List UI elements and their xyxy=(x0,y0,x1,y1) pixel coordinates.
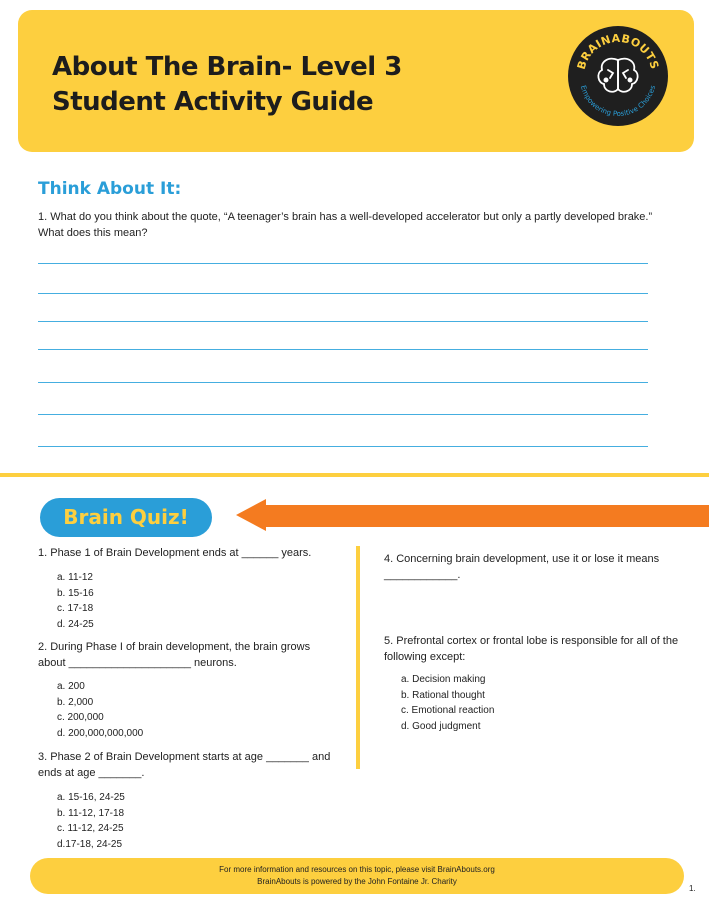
think-about-it-heading: Think About It: xyxy=(38,179,182,199)
quiz-option[interactable]: d.17-18, 24-25 xyxy=(57,838,123,850)
answer-line[interactable] xyxy=(38,349,648,350)
quiz-option[interactable]: c. Emotional reaction xyxy=(401,705,495,716)
quiz-question-4: 4. Concerning brain development, use it or lose it means ____________. xyxy=(384,553,660,581)
answer-line[interactable] xyxy=(38,382,648,383)
quiz-option[interactable]: a. 200 xyxy=(57,681,85,692)
brain-logo-icon xyxy=(568,26,668,126)
answer-line[interactable] xyxy=(38,293,648,294)
arrow-left-icon xyxy=(236,499,709,531)
column-divider xyxy=(356,546,360,769)
quiz-option[interactable]: b. 2,000 xyxy=(57,696,94,708)
quiz-question-5-options xyxy=(401,672,494,734)
quiz-option[interactable]: b. 15-16 xyxy=(57,587,94,599)
quiz-question-3: 3. Phase 2 of Brain Development starts at age _______ and ends at age _______. xyxy=(38,751,331,779)
quiz-option[interactable]: a. Decision making xyxy=(401,674,486,685)
quiz-option[interactable]: b. 11-12, 17-18 xyxy=(57,807,125,819)
logo-text-top: BRAINABOUTS xyxy=(574,31,662,71)
page-number: 1. xyxy=(689,884,696,893)
quiz-question-2-options xyxy=(57,679,143,741)
answer-line[interactable] xyxy=(38,446,648,447)
quiz-option[interactable]: d. 24-25 xyxy=(57,618,94,630)
answer-line[interactable] xyxy=(38,263,648,264)
quiz-option[interactable]: d. Good judgment xyxy=(401,720,481,732)
page-title xyxy=(52,50,402,120)
section-divider xyxy=(0,473,709,477)
quiz-option[interactable]: a. 11-12 xyxy=(57,572,93,583)
quiz-question-3-options xyxy=(57,790,125,852)
footer-line-2: BrainAbouts is powered by the John Fontaine Jr. Charity xyxy=(257,877,457,886)
quiz-question-1-options xyxy=(57,570,94,632)
quiz-question-1: 1. Phase 1 of Brain Development ends at ______ years. xyxy=(38,547,312,559)
title-line-2: Student Activity Guide xyxy=(52,87,374,117)
think-question-1: 1. What do you think about the quote, “A teenager’s brain has a well-developed accelerator but only a partly developed brake.” What does this mean? xyxy=(38,211,653,239)
quiz-question-5: 5. Prefrontal cortex or frontal lobe is responsible for all of the following except: xyxy=(384,635,679,663)
quiz-option[interactable]: c. 11-12, 24-25 xyxy=(57,823,124,834)
quiz-option[interactable]: c. 200,000 xyxy=(57,712,104,723)
logo-text-bottom: Empowering Positive Choices xyxy=(578,84,658,119)
answer-line[interactable] xyxy=(38,414,648,415)
quiz-question-2: 2. During Phase I of brain development, the brain grows about ____________________ neurons. xyxy=(38,641,311,669)
footer-line-1: For more information and resources on this topic, please visit BrainAbouts.org xyxy=(219,865,495,874)
footer-banner xyxy=(30,858,684,894)
quiz-option[interactable]: a. 15-16, 24-25 xyxy=(57,792,125,803)
quiz-option[interactable]: c. 17-18 xyxy=(57,603,94,614)
brainabouts-logo xyxy=(568,26,668,126)
title-line-1: About The Brain- Level 3 xyxy=(52,52,402,82)
quiz-option[interactable]: d. 200,000,000,000 xyxy=(57,727,144,739)
answer-line[interactable] xyxy=(38,321,648,322)
brain-quiz-heading: Brain Quiz! xyxy=(40,498,212,537)
quiz-option[interactable]: b. Rational thought xyxy=(401,689,485,701)
